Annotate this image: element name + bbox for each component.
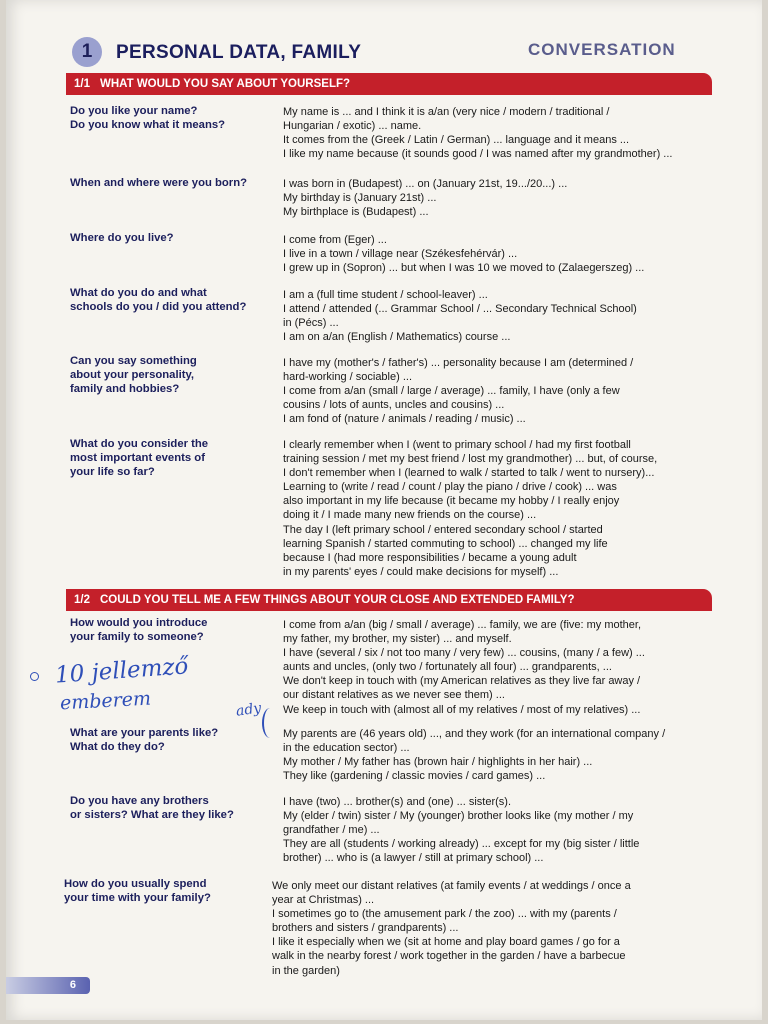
section-label: CONVERSATION bbox=[528, 40, 676, 59]
section-bar-1-2 bbox=[66, 589, 712, 611]
answer: I am a (full time student / school-leaver) ... I attend / attended (... Grammar School / ... Secondary Technical School) in (Pécs) ... I am on a/an (English / Mathematics) course ... bbox=[283, 289, 637, 344]
question: Do you have any brothers or sisters? What are they like? bbox=[70, 795, 234, 821]
question: What are your parents like? What do they do? bbox=[70, 727, 219, 753]
section-title: WHAT WOULD YOU SAY ABOUT YOURSELF? bbox=[100, 78, 351, 90]
answer: My name is ... and I think it is a/an (very nice / modern / traditional / Hungarian / exotic) ... name. It comes from the (Greek / Latin / German) ... language and it means ... I like my name because (it sounds good / I was named after my grandmother) ... bbox=[283, 106, 673, 161]
answer: I come from (Eger) ... I live in a town / village near (Székesfehérvár) ... I grew up in (Sopron) ... but when I was 10 we moved to (Zalaegerszeg) ... bbox=[283, 234, 645, 275]
answer: My parents are (46 years old) ..., and they work (for an international company / in the education sector) ... My mother / My father has (brown hair / highlights in her hair) ... They like (gardening / classic movies / card games) ... bbox=[283, 728, 666, 783]
handwritten-bracket bbox=[262, 708, 278, 738]
page-number: 6 bbox=[6, 977, 90, 994]
answer: I come from a/an (big / small / average) ... family, we are (five: my mother, my father, my brother, my sister) ... and myself. I have (several / six / not too many / very few) ... cousins, (many / a few) ... aunts and uncles, (only two / fortunately all four) ... grandparents, ... We don't keep in touch with (my American relatives as they live far away / our distant relatives as we never see them) ... We keep in touch with (almost all of my relatives / most of my relatives) ... bbox=[283, 619, 645, 716]
answer: I have (two) ... brother(s) and (one) ... sister(s). My (elder / twin) sister / My (younger) brother looks like (my mother / my grandfather / me) ... They are all (students / working already) ... except for my (big sister / little brother) ... who is (a lawyer / still at primary school) ... bbox=[283, 796, 640, 865]
question: Where do you live? bbox=[70, 232, 174, 244]
question: Do you like your name? Do you know what it means? bbox=[70, 105, 226, 131]
answer: We only meet our distant relatives (at family events / at weddings / once a year at Christmas) ... I sometimes go to (the amusement park / the zoo) ... with my (parents / brothers and sisters / grandparents) ... I like it especially when we (sit at home and play board games / go for a walk in the nearby forest / work together in the garden / have a barbecue in the garden) bbox=[272, 880, 631, 977]
handwritten-note-line3: ady bbox=[235, 700, 263, 720]
handwritten-note-line2: emberem bbox=[59, 687, 152, 715]
answer: I was born in (Budapest) ... on (January 21st, 19.../20...) ... My birthday is (January 21st) ... My birthplace is (Budapest) ... bbox=[283, 178, 568, 219]
handwritten-note-line1: 10 jellemző bbox=[54, 653, 190, 689]
section-number: 1/1 bbox=[74, 78, 90, 90]
question: What do you consider the most important events of your life so far? bbox=[70, 438, 209, 478]
page-title: PERSONAL DATA, FAMILY bbox=[116, 42, 362, 63]
question: Can you say something about your personality, family and hobbies? bbox=[70, 355, 197, 395]
question: When and where were you born? bbox=[70, 177, 248, 189]
section-number: 1/2 bbox=[74, 594, 90, 606]
answer: I have my (mother's / father's) ... personality because I am (determined / hard-working / sociable) ... I come from a/an (small / large / average) ... family, I have (only a few cousins / lots of aunts, uncles and cousins) ... I am fond of (nature / animals / reading / music) ... bbox=[283, 357, 634, 426]
handwritten-bullet bbox=[30, 672, 39, 681]
question: How do you usually spend your time with your family? bbox=[64, 878, 211, 904]
answer: I clearly remember when I (went to primary school / had my first football training session / met my best friend / lost my grandmother) ... but, of course, I don't remember when I (learned to walk / started to talk / went to nursery)... Learning to (write / read / count / play the piano / drive / cook) ... was also important in my life because (it became my hobby / I really enjoy doing it / I made many new friends on the course) ... The day I (left primary school / entered secondary school / started learning Spanish / started commuting to school) ... changed my life because I (had more responsibilities / became a young adult in my parents' eyes / could make decisions for myself) ... bbox=[283, 439, 658, 578]
section-bar-1-1 bbox=[66, 73, 712, 95]
question: What do you do and what schools do you / did you attend? bbox=[70, 287, 247, 313]
unit-number-badge: 1 bbox=[72, 37, 102, 67]
section-title: COULD YOU TELL ME A FEW THINGS ABOUT YOUR CLOSE AND EXTENDED FAMILY? bbox=[100, 594, 575, 606]
question: How would you introduce your family to someone? bbox=[70, 617, 208, 643]
